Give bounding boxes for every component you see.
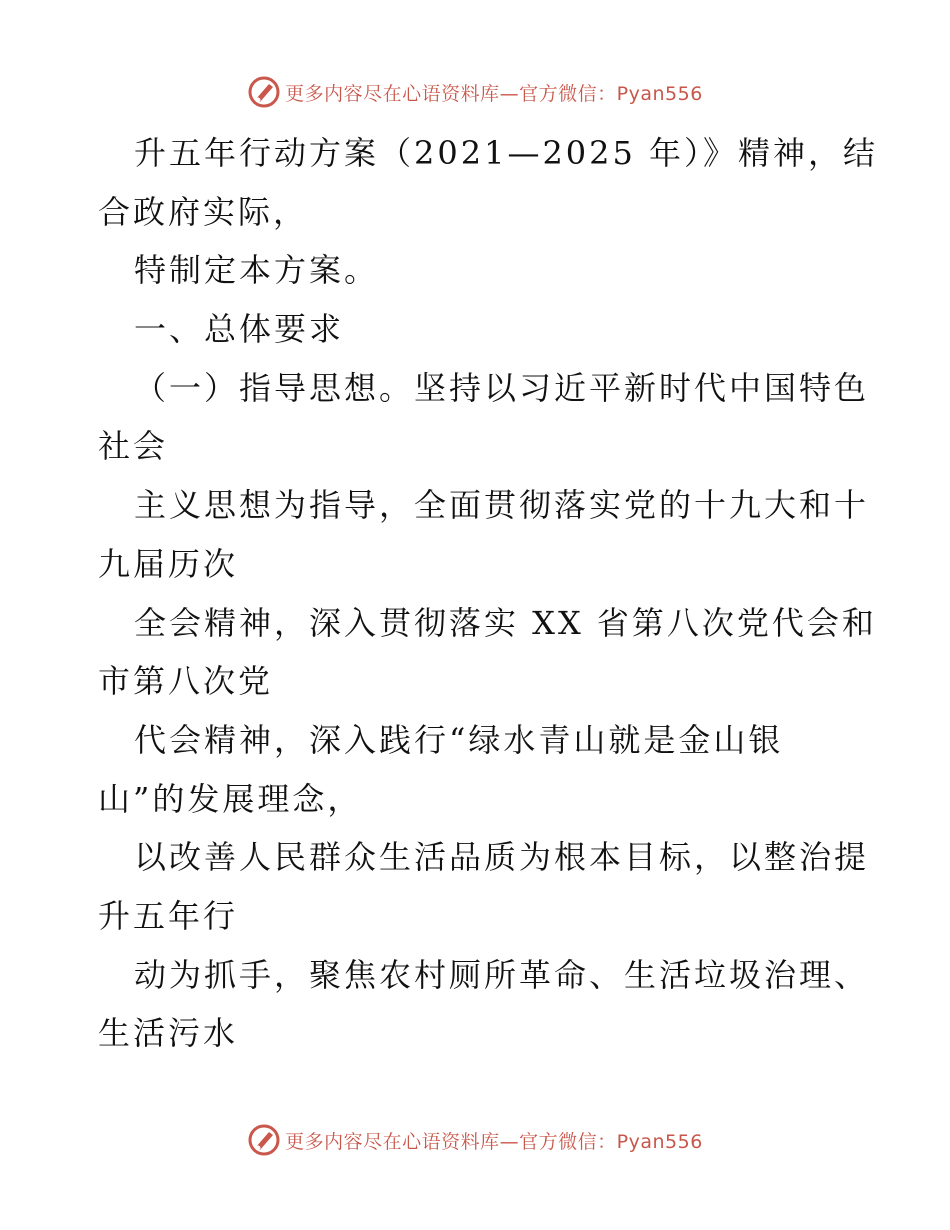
pen-seal-icon	[247, 75, 281, 109]
text-line: 社会	[98, 427, 169, 466]
text-line: 升五年行动方案（2021—2025 年）》精神，结	[134, 134, 879, 172]
text-line: 动为抓手，聚焦农村厕所革命、生活垃圾治理、	[134, 955, 870, 994]
text-line: 以改善人民群众生活品质为根本目标，以整治提	[134, 838, 870, 877]
section-heading: 一、总体要求	[134, 310, 345, 349]
watermark-text: 更多内容尽在心语资料库—官方微信：Pyan556	[285, 1130, 703, 1153]
header-watermark	[0, 72, 950, 112]
pen-seal-icon	[247, 1123, 281, 1157]
text-line: 九届历次	[98, 544, 239, 583]
footer-watermark	[0, 1120, 950, 1160]
document-body	[98, 124, 879, 1063]
text-line: 市第八次党	[98, 662, 274, 701]
text-line: （一）指导思想。坚持以习近平新时代中国特色	[134, 368, 870, 407]
watermark-text: 更多内容尽在心语资料库—官方微信：Pyan556	[285, 82, 703, 105]
text-line: 特制定本方案。	[134, 251, 380, 290]
text-line: 生活污水	[98, 1014, 239, 1053]
text-line: 山”的发展理念，	[98, 779, 363, 818]
text-line: 全会精神，深入贯彻落实 XX 省第八次党代会和	[134, 603, 877, 642]
text-line: 主义思想为指导，全面贯彻落实党的十九大和十	[134, 486, 870, 525]
text-line: 代会精神，深入践行“绿水青山就是金山银	[134, 720, 784, 759]
text-line: 升五年行	[98, 896, 239, 935]
text-line: 合政府实际，	[98, 192, 309, 231]
